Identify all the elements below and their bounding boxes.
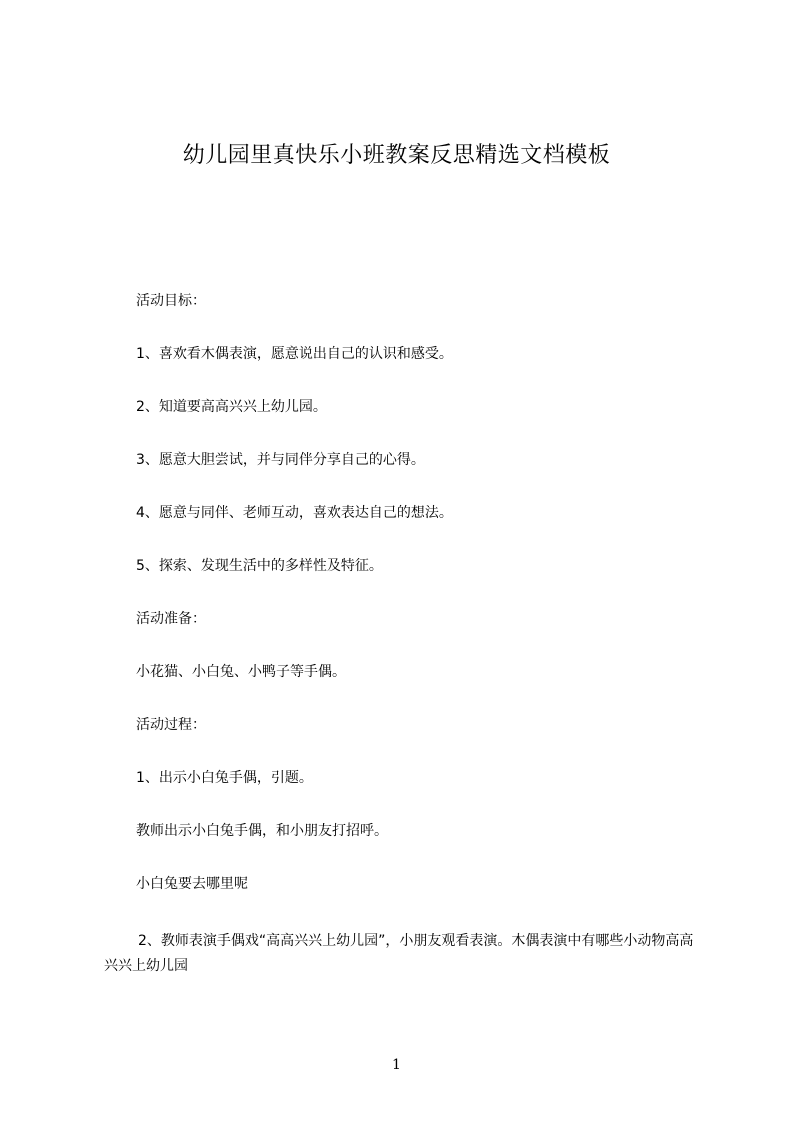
document-title: 幼儿园里真快乐小班教案反思精选文档模板: [182, 143, 611, 168]
paragraph-process-step-1: 1、出示小白兔手偶，引题。: [136, 770, 313, 786]
paragraph-rabbit-question: 小白兔要去哪里呢: [136, 876, 248, 892]
paragraph-preparation-heading: 活动准备：: [136, 611, 206, 627]
paragraph-process-heading: 活动过程：: [136, 717, 206, 733]
paragraph-teacher-greeting: 教师出示小白兔手偶，和小朋友打招呼。: [136, 823, 388, 839]
page-number: 1: [392, 1057, 401, 1073]
paragraph-goal-3: 3、愿意大胆尝试，并与同伴分享自己的心得。: [136, 452, 425, 468]
paragraph-goal-4: 4、愿意与同伴、老师互动，喜欢表达自己的想法。: [136, 505, 453, 521]
paragraph-preparation-items: 小花猫、小白兔、小鸭子等手偶。: [136, 664, 346, 680]
paragraph-activity-goals-heading: 活动目标：: [136, 293, 206, 309]
paragraph-goal-1: 1、喜欢看木偶表演，愿意说出自己的认识和感受。: [136, 346, 453, 362]
paragraph-process-step-2: 2、教师表演手偶戏“高高兴兴上幼儿园”，小朋友观看表演。木偶表演中有哪些小动物高高兴兴上幼儿园: [104, 933, 694, 974]
paragraph-goal-5: 5、探索、发现生活中的多样性及特征。: [136, 558, 383, 574]
paragraph-goal-2: 2、知道要高高兴兴上幼儿园。: [136, 399, 327, 415]
